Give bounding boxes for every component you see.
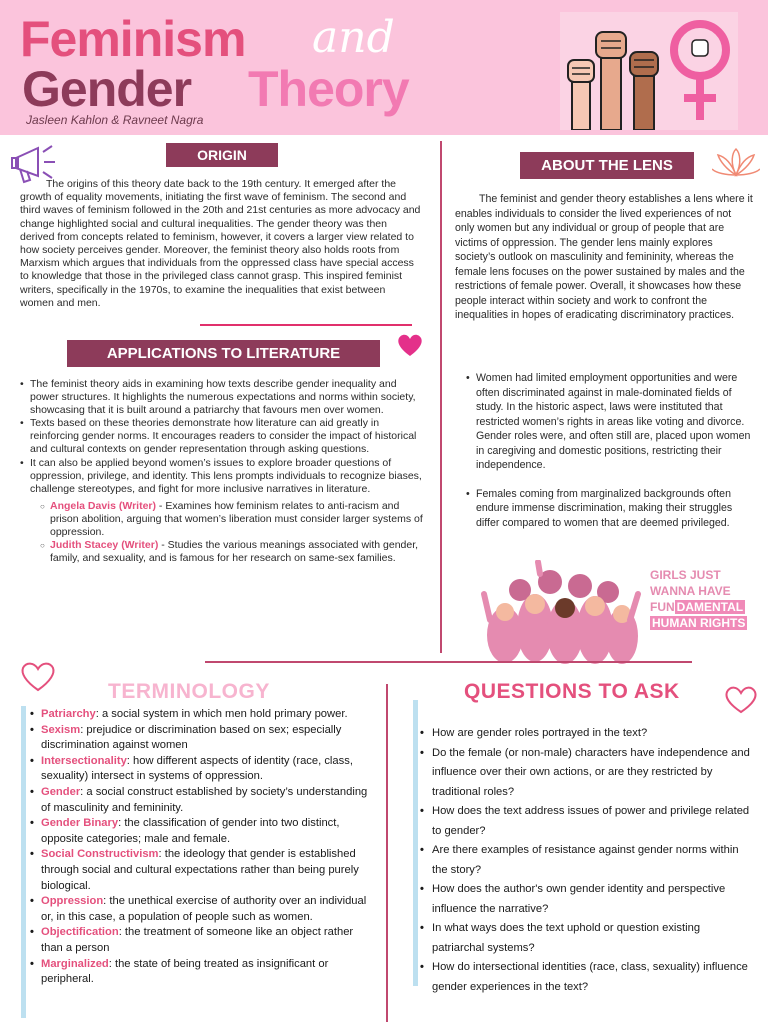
about-bullets — [466, 371, 756, 544]
writer-desc: - Studies the various meanings associated with gender, family, and sexuality, and is famous for her research on same-sex families. — [50, 539, 419, 565]
writer-name: Angela Davis (Writer) — [50, 499, 156, 512]
applications-list — [20, 378, 424, 565]
slogan-line: HUMAN RIGHTS — [652, 616, 746, 630]
about-lens-label: ABOUT THE LENS — [520, 152, 694, 179]
question-item: • How do intersectional identities (race, class, sexuality) influence gender experiences in the text? — [420, 958, 750, 997]
origin-label: ORIGIN — [166, 143, 278, 167]
term-word: Gender Binary — [41, 817, 119, 830]
term-item — [30, 957, 376, 988]
term-word: Oppression — [41, 895, 104, 908]
questions-title: QUESTIONS TO ASK — [464, 680, 680, 703]
term-word: Social Constructivism — [41, 848, 159, 861]
list-item: • The feminist theory aids in examining how texts describe gender inequality and power structures. It highlights the numerous expectations and norms within society, showcasing that it is built around a patriarchy that favours men over women. — [20, 378, 424, 417]
writer-name: Judith Stacey (Writer) — [50, 539, 159, 552]
question-item: • Are there examples of resistance against gender norms within the story? — [420, 841, 750, 880]
term-definition: : a social system in which men hold primary power. — [95, 708, 348, 720]
questions-list — [420, 724, 750, 997]
slogan-damental: DAMENTAL — [676, 600, 744, 614]
term-item — [30, 785, 376, 816]
term-word: Objectification — [41, 926, 119, 939]
flower-icon — [712, 145, 760, 179]
list-item: • Texts based on these theories demonstrate how literature can aid greatly in reinforcing gender norms. It encourages readers to consider the impact of historical and cultural contexts on gender representation through asking questions. — [20, 417, 424, 456]
terminology-list — [30, 707, 376, 988]
accent-bar — [21, 706, 26, 1018]
term-definition: : the treatment of someone like an object rather than a person — [41, 926, 354, 954]
slogan-fun: FUN — [650, 600, 675, 614]
list-item: • Females coming from marginalized backgrounds often endure immense discrimination, making their struggles differ compared to women that are deemed privileged. — [466, 487, 756, 531]
term-item — [30, 894, 376, 925]
heart-icon — [395, 330, 425, 360]
term-word: Sexism — [41, 723, 81, 736]
women-group-illustration — [480, 560, 642, 664]
accent-bar — [413, 700, 418, 986]
term-word: Patriarchy — [41, 708, 96, 720]
question-item: • In what ways does the text uphold or question existing patriarchal systems? — [420, 919, 750, 958]
about-lens-text: The feminist and gender theory establishes a lens where it enables individuals to consider the lived experiences of not only women but any individual or group of people that are victims of oppression. The gender lens mainly explores society’s outlook on masculinity and femininity, whereas the female lens focuses on the power sustained by males and the restrictions of female power. Overall, it showcases how these people interact within society and work to confront the inequalities in hopes of eradicating discriminatory practices. — [455, 193, 753, 321]
term-word: Gender — [41, 785, 81, 798]
term-definition: : the classification of gender into two distinct, opposite categories; male and female. — [41, 817, 340, 845]
heart-icon — [19, 659, 57, 693]
term-item — [30, 925, 376, 956]
term-definition: : the unethical exercise of authority over an individual or, in this case, a population of people such as women. — [41, 895, 367, 923]
slogan-line: WANNA HAVE — [650, 584, 731, 598]
title-gender: Gender — [22, 61, 192, 117]
title-and: and — [312, 12, 395, 63]
writer-desc: - Examines how feminism relates to anti-racism and prison abolition, arguing that women’s liberation must consider larger systems of oppression. — [50, 499, 423, 539]
title-feminism: Feminism — [20, 11, 246, 67]
question-item: • How does the text address issues of power and privilege related to gender? — [420, 802, 750, 841]
horizontal-divider — [205, 661, 692, 663]
origin-text: The origins of this theory date back to the 19th century. It emerged after the growth of equality movements, initiating the first wave of feminism. The second and third waves of feminism followed in the 20th and 21st centuries as more advocacy and change highlighted social and cultural inequalities. The gender theory was then derived from concepts related to feminism, however, it covers a larger view related to how society perceives gender. Moreover, the feminist theory also holds roots from Marxism which argues that individuals from the oppressed class have special access to knowledge that those in the privileged class cannot grasp. This inspired feminist writers, specifically in the 1970s, to examine the inequalities that exist between women and men. — [20, 178, 421, 309]
list-item: • It can also be applied beyond women’s issues to explore broader questions of oppression, privilege, and identity. This lens prompts individuals to recognize biases, challenge stereotypes, and fight for more inclusive narratives in literature. — [20, 457, 424, 496]
term-item — [30, 723, 376, 754]
applications-label: APPLICATIONS TO LITERATURE — [67, 340, 380, 367]
term-word: Marginalized — [41, 957, 109, 970]
term-definition: : the ideology that gender is established through social and cultural expectations rather than being purely biological. — [41, 848, 359, 892]
term-definition: : a social construct established by society’s understanding of masculinity and femininity. — [41, 785, 368, 814]
writer-item — [20, 500, 424, 539]
list-item: • Women had limited employment opportunities and were often discriminated against in male-dominated fields of study. In the historic aspect, laws were instituted that restricted women’s rights in areas like voting and divorce. Gender roles were, and often still are, placed upon women in caregiving and domestic positions, restricting their independence. — [466, 371, 756, 473]
term-definition: : how different aspects of identity (race, class, sexuality) intersect in systems of oppression. — [41, 754, 353, 783]
question-item: • Do the female (or non-male) characters have independence and influence over their own actions, or are they restricted by traditional roles? — [420, 744, 750, 803]
horizontal-divider — [200, 324, 412, 326]
terminology-title: TERMINOLOGY — [108, 680, 270, 703]
term-definition: : prejudice or discrimination based on sex; especially discrimination against women — [41, 723, 342, 752]
poster-slogan — [650, 567, 750, 631]
title-theory: Theory — [248, 61, 409, 117]
slogan-line — [650, 599, 750, 615]
question-item: • How does the author's own gender identity and perspective influence the narrative? — [420, 880, 750, 919]
question-item: • How are gender roles portrayed in the text? — [420, 724, 750, 744]
writer-item — [20, 539, 424, 565]
term-item — [30, 816, 376, 847]
vertical-divider — [386, 684, 388, 1022]
vertical-divider — [440, 141, 442, 653]
heart-icon — [723, 683, 759, 715]
raised-fists-icon — [560, 12, 738, 130]
term-item — [30, 847, 376, 894]
term-word: Intersectionality — [41, 754, 127, 767]
term-item — [30, 754, 376, 785]
slogan-line: GIRLS JUST — [650, 568, 721, 582]
term-item — [30, 707, 376, 723]
term-definition: : the state of being treated as insignificant or peripheral. — [41, 957, 329, 986]
authors: Jasleen Kahlon & Ravneet Nagra — [26, 113, 204, 127]
